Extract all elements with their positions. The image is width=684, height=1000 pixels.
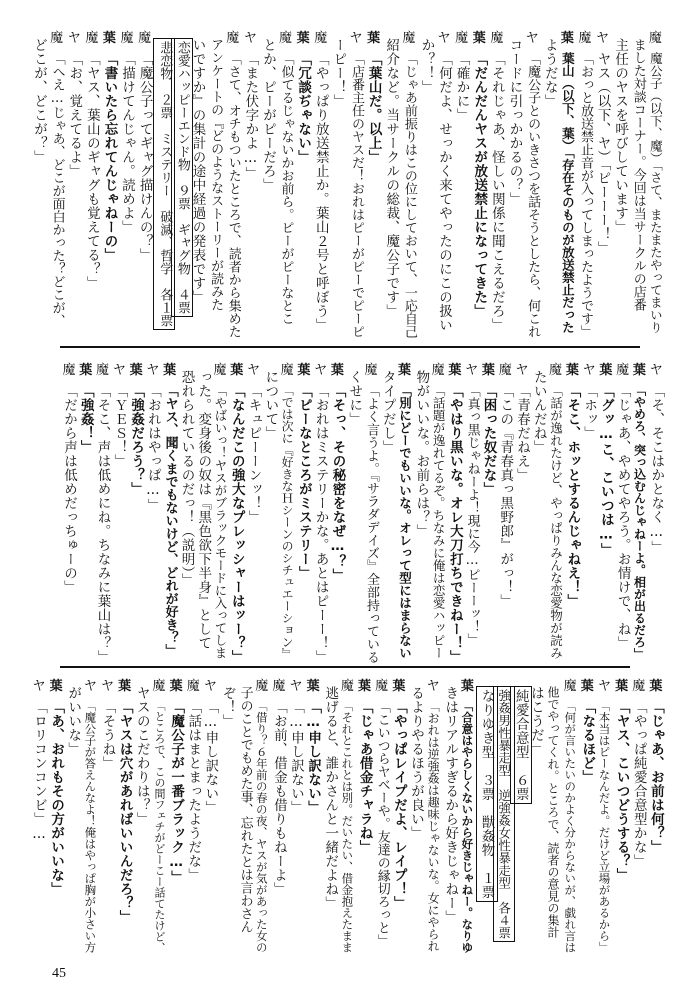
dialogue-text: 「ヤスは穴があればいいんだろ？」	[116, 700, 133, 924]
dialogue-line	[312, 364, 330, 664]
speaker-label: ヤ	[314, 363, 328, 378]
dialogue-line	[458, 680, 476, 960]
speaker-label: ヤ	[426, 679, 440, 694]
dialogue-text: 「こいつらヤベーや。友達の縁切ろっと」	[374, 700, 390, 947]
dialogue-text: 「やっぱレイプだよ、レイプ！」	[390, 700, 407, 910]
dialogue-line	[83, 32, 101, 342]
dialogue-text: 「魔公子とのいきさつを話そうとしたら、何これ	[525, 52, 541, 338]
dialogue-text: 「だから声は低めだっちゅーの」	[61, 384, 77, 594]
dialogue-text: 子のことでもめた事、忘れたとは言わさん	[237, 686, 253, 933]
dialogue-line	[629, 32, 647, 342]
dialogue-line	[270, 680, 288, 960]
speaker-label: 魔	[96, 363, 110, 378]
speaker-label: 葉	[481, 363, 495, 378]
dialogue-line	[630, 680, 648, 960]
dialogue-line	[561, 680, 579, 960]
dialogue-text: 「さて、オチもついたところで、読者から集めた	[225, 52, 241, 338]
speaker-label: 葉	[358, 679, 372, 694]
dialogue-line	[321, 680, 339, 960]
dialogue-text: 「店番主任のヤスだ！おれはピーがピーでピーピ	[349, 52, 364, 338]
speaker-label: 魔	[272, 679, 286, 694]
dialogue-line	[578, 680, 596, 960]
dialogue-text: 「だんだんヤスが放送禁止になってきた」	[471, 52, 488, 318]
dialogue-line	[547, 364, 565, 664]
speaker-label: 魔	[186, 679, 200, 694]
dialogue-line	[580, 364, 598, 664]
speaker-label: 魔	[340, 679, 354, 694]
dialogue-section-3	[0, 680, 684, 960]
speaker-label: ヤ	[525, 31, 539, 46]
dialogue-line	[144, 364, 162, 664]
dialogue-text: 「…申し訳ない」	[202, 700, 219, 815]
dialogue-line	[429, 364, 447, 664]
dialogue-line	[116, 680, 134, 960]
speaker-label: ヤ	[349, 31, 363, 46]
dialogue-text: くせに」	[346, 370, 363, 426]
speaker-label: 魔	[431, 363, 445, 378]
dialogue-line	[390, 680, 408, 960]
speaker-label: ヤ	[582, 363, 596, 378]
dialogue-text: 葉山（以下、葉）「存在そのものが放送禁止だった	[560, 52, 576, 334]
speaker-label: 魔	[648, 31, 662, 46]
speaker-label: 魔	[120, 31, 134, 46]
dialogue-line	[245, 364, 263, 664]
dialogue-text: とか、ピーがピーだろ」	[259, 38, 276, 192]
speaker-label: 葉	[448, 363, 462, 378]
dialogue-text: 「そこ、声は低めにね。ちなみに葉山は？」	[94, 384, 111, 664]
dialogue-line	[167, 680, 185, 960]
dialogue-line	[479, 364, 497, 664]
dialogue-text: 「それじゃあ、怪しい関係に聞こえるだろ」	[488, 52, 505, 332]
dialogue-line	[530, 364, 548, 664]
dialogue-line	[253, 680, 271, 960]
dialogue-text: 「よく言うよ。『サラダデイズ』全部持っている	[364, 384, 379, 664]
dialogue-text: いですか』の集計の途中経過の発表です」	[189, 38, 206, 304]
speaker-label: ヤ	[112, 363, 126, 378]
speaker-label: 魔	[578, 31, 592, 46]
speaker-label: ヤ	[247, 363, 261, 378]
dialogue-line	[94, 364, 112, 664]
dialogue-line	[136, 32, 154, 342]
dialogue-text: 「キュピーーンッ！」	[245, 384, 262, 524]
dialogue-line	[470, 32, 488, 342]
dialogue-text: どこが、どこが？」	[31, 38, 47, 164]
speaker-label: 葉	[330, 363, 344, 378]
speaker-label: 葉	[615, 679, 629, 694]
speaker-label: 魔	[255, 679, 269, 694]
dialogue-line	[647, 364, 665, 664]
dialogue-line	[356, 680, 374, 960]
dialogue-text: 物がいいな。お前らは？」	[413, 370, 430, 538]
speaker-label: ヤ	[596, 31, 610, 46]
dialogue-text: 「あ、おれもその方がいいな」	[48, 700, 65, 896]
dialogue-line	[329, 32, 347, 342]
dialogue-line	[407, 680, 425, 960]
dialogue-line	[110, 364, 128, 664]
dialogue-text: 「似てるじゃないかお前ら。ピーがピーなとこ	[278, 52, 294, 325]
dialogue-text: 「じゃあ借金チャラね」	[356, 700, 373, 854]
speaker-label: 葉	[306, 679, 320, 694]
speaker-label: 葉	[169, 679, 183, 694]
dialogue-line	[184, 680, 202, 960]
dialogue-line	[345, 364, 363, 664]
dialogue-text: 「やめろ、突っ込むんじゃねーよ。相が出るだろ」	[632, 384, 647, 660]
dialogue-text: ました対談コーナー。今回は当サークルの店番	[630, 38, 646, 311]
dialogue-line	[153, 32, 171, 342]
dialogue-line	[362, 364, 380, 664]
dialogue-line	[150, 680, 168, 960]
dialogue-line	[630, 364, 648, 664]
dialogue-text: がいいな」	[65, 686, 82, 756]
speaker-label: 葉	[118, 679, 132, 694]
dialogue-text: 「へえ…じゃあ、どこが面白かった？どこが、	[49, 52, 65, 327]
dialogue-line	[523, 32, 541, 342]
speaker-label: ヤ	[83, 679, 97, 694]
dialogue-line	[597, 364, 615, 664]
dialogue-text: 逃げると、誰かさんと一緒だよね」	[322, 686, 339, 910]
dialogue-text: 「では次に『好きなＨシーンのシチュエーション』	[280, 384, 295, 660]
dialogue-line	[513, 364, 531, 664]
speaker-label: 葉	[398, 363, 412, 378]
speaker-label: ヤ	[203, 679, 217, 694]
dialogue-text: 「魔公子が答えんなよ！俺はやっぱ胸が小さい方	[83, 700, 98, 953]
dialogue-text: 「じゃあ前振りはこの位にしておいて、一応自己	[401, 52, 417, 338]
dialogue-line	[379, 364, 397, 664]
dialogue-line	[312, 32, 330, 342]
dialogue-line	[396, 364, 414, 664]
dialogue-line	[441, 680, 459, 960]
speaker-label: 魔	[138, 31, 152, 46]
speaker-label: ヤ	[437, 31, 451, 46]
speaker-label: 魔	[62, 363, 76, 378]
speaker-label: 葉	[392, 679, 406, 694]
dialogue-line	[77, 364, 95, 664]
speaker-label: ヤ	[289, 679, 303, 694]
dialogue-line	[127, 364, 145, 664]
dialogue-text: 「お前、借金も借りもねーよ」	[270, 700, 287, 896]
dialogue-text: 「別にどーでもいいな。オレって型にはまらない	[397, 384, 413, 659]
dialogue-text: 「ヤス、葉山のギャグも覚えてる？」	[83, 52, 100, 290]
dialogue-line	[453, 32, 471, 342]
dialogue-text: 「おれは逆強姦は趣味じゃないな。女にやられ	[426, 700, 441, 952]
speaker-label: 魔	[563, 679, 577, 694]
dialogue-text: 「おっと放送禁止音が入ってしまったようです」	[577, 52, 593, 338]
dialogue-line	[382, 32, 400, 342]
dialogue-text: 「そ、そこはかとなく…」	[648, 384, 665, 555]
dialogue-line	[30, 680, 48, 960]
dialogue-text: タイプだし」	[379, 370, 396, 454]
speaker-label: 葉	[102, 31, 116, 46]
dialogue-text: 主任のヤスを呼びしています」	[612, 38, 629, 234]
dialogue-line	[304, 680, 322, 960]
dialogue-text: 「やっぱ純愛合意型かな」	[630, 700, 647, 868]
dialogue-text: 「葉山だ。以上」	[365, 52, 382, 164]
speaker-label: 魔	[279, 31, 293, 46]
dialogue-line	[278, 364, 296, 664]
dialogue-line	[295, 364, 313, 664]
speaker-label: 葉	[367, 31, 381, 46]
dialogue-line	[47, 680, 65, 960]
dialogue-text: 「…申し訳ない」	[305, 700, 322, 815]
dialogue-line	[488, 32, 506, 342]
dialogue-text: コードに引っかかるの？」	[506, 38, 523, 206]
dialogue-text: 紹介など。当サークルの総裁、魔公子です」	[383, 38, 400, 318]
dialogue-line	[576, 32, 594, 342]
dialogue-text: 「話題が逸れてるぞ。ちなみに俺は恋愛ハッピー	[431, 384, 447, 659]
dialogue-text: 「ＹＥＳ！」	[111, 384, 128, 468]
dialogue-text: きはリアルすぎるから好きじゃねー」	[442, 686, 459, 924]
dialogue-text: 「ピーなところがミステリー」	[295, 384, 312, 580]
dialogue-line	[446, 364, 464, 664]
speaker-label: 魔	[490, 31, 504, 46]
dialogue-text: ようだな」	[541, 38, 558, 108]
speaker-label: 魔	[213, 363, 227, 378]
dialogue-text: った。変身後の奴は『黒色欲下半身』として	[195, 370, 212, 650]
poll-result-box: 悲恋物 ２票 ミステリー 破滅、哲学 各１票	[153, 38, 175, 330]
dialogue-line	[365, 32, 383, 342]
dialogue-line	[412, 364, 430, 664]
page-number: 45	[52, 966, 66, 981]
dialogue-line	[48, 32, 66, 342]
dialogue-line	[611, 32, 629, 342]
dialogue-text: はこうだ」	[527, 686, 544, 756]
speaker-label: 葉	[580, 679, 594, 694]
dialogue-text: ぞ！」	[219, 686, 236, 728]
dialogue-line	[236, 680, 254, 960]
dialogue-text: アンケートの『どのようなストーリーが読みた	[208, 38, 224, 311]
dialogue-line	[594, 32, 612, 342]
dialogue-line	[287, 680, 305, 960]
dialogue-line	[201, 680, 219, 960]
dialogue-text: 「グッ…こ、こいつは…」	[597, 384, 614, 557]
dialogue-line	[435, 32, 453, 342]
section-divider-2	[60, 666, 630, 668]
speaker-label: 葉	[129, 363, 143, 378]
dialogue-text: 「魔公子ってギャグ描けんの？」	[136, 52, 153, 262]
speaker-label: 葉	[599, 363, 613, 378]
dialogue-line	[81, 680, 99, 960]
speaker-label: 魔	[50, 31, 64, 46]
dialogue-text: 「やっぱり放送禁止か。葉山２号と呼ぼう」	[312, 52, 329, 332]
dialogue-line	[224, 32, 242, 342]
dialogue-text: 「そこ、ホッとするんじゃねえ！」	[564, 384, 581, 608]
dialogue-line	[177, 364, 195, 664]
dialogue-line	[206, 32, 224, 342]
speaker-label: 魔	[152, 679, 166, 694]
dialogue-text: 「ところで、この間フェチがどーこー話てたけど、	[152, 700, 166, 953]
dialogue-line	[65, 32, 83, 342]
dialogue-line	[463, 364, 481, 664]
dialogue-line	[99, 680, 117, 960]
dialogue-line	[506, 32, 524, 342]
section-divider-1	[60, 346, 640, 348]
dialogue-text: 「やはり黒いな。オレ大刀打ちできねー！」	[446, 384, 463, 664]
dialogue-line	[30, 32, 48, 342]
dialogue-text: 「やばいっ！ヤスがブラックモードに入ってしま	[213, 384, 228, 659]
dialogue-text: 「ヤス、こいつどうする？」	[613, 700, 630, 882]
dialogue-text: 「合意はやらしくないから好きじゃねー。なりゆ	[460, 700, 475, 953]
dialogue-text: たいんだね」	[530, 370, 547, 454]
dialogue-text: 「なるほど」	[579, 700, 596, 784]
dialogue-text: 「ホッ」	[581, 384, 598, 440]
speaker-label: 魔	[549, 363, 563, 378]
speaker-label: 葉	[460, 679, 474, 694]
dialogue-text: か？！」	[418, 38, 435, 94]
dialogue-text: 「じゃあ、お前は何？」	[647, 700, 664, 854]
dialogue-line	[118, 32, 136, 342]
speaker-label: 魔	[455, 31, 469, 46]
speaker-label: 葉	[472, 31, 486, 46]
dialogue-text: 他でやってくれ。ところで、読者の意見の集計	[546, 686, 561, 938]
dialogue-line	[424, 680, 442, 960]
dialogue-text: 「話が逸れたけど、やっぱりみんな恋愛物が読み	[548, 384, 564, 659]
dialogue-text: 「話はまとまったようだな」	[185, 700, 202, 882]
dialogue-line	[595, 680, 613, 960]
dialogue-text: 「おれはやっぱ…」	[144, 384, 161, 513]
dialogue-text: 「本当はピーなんだよ。だけど立場があるから」	[597, 700, 612, 953]
speaker-label: 葉	[79, 363, 93, 378]
dialogue-text: 「魔公子が一番ブラック…」	[168, 700, 185, 885]
dialogue-text: ヤス（以下、ヤ）「ピーーー！」	[594, 52, 611, 256]
speaker-label: 魔	[85, 31, 99, 46]
dialogue-text: 「何だよ、せっかく来てやったのにこの扱い	[436, 52, 453, 332]
speaker-label: ヤ	[67, 31, 81, 46]
dialogue-text: 「何が言いたいのかよく分からないが、戯れ言は	[563, 700, 578, 953]
dialogue-text: 「お、覚えてるよ」	[66, 52, 83, 178]
speaker-label: ヤ	[32, 679, 46, 694]
speaker-label: 葉	[296, 31, 310, 46]
dialogue-line	[417, 32, 435, 342]
dialogue-text: 魔公子（以下、魔）「さて、またまたやってまいり	[648, 52, 664, 334]
speaker-label: 葉	[163, 363, 177, 378]
dialogue-line	[647, 680, 665, 960]
dialogue-text: 「ヤス、聞くまでもないけど、どれが好き？」	[162, 384, 178, 657]
speaker-label: ヤ	[243, 31, 257, 46]
speaker-label: 魔	[226, 31, 240, 46]
speaker-label: 魔	[280, 363, 294, 378]
speaker-label: ヤ	[465, 363, 479, 378]
dialogue-line	[218, 680, 236, 960]
dialogue-text: 「じゃあ、やめてやろう。お情けで、ね」	[614, 384, 631, 650]
dialogue-line	[261, 364, 279, 664]
dialogue-text: 「真っ黒じゃねーよ！現に今…ピーーッ！」	[464, 384, 480, 646]
speaker-label: 葉	[632, 363, 646, 378]
dialogue-line	[496, 364, 514, 664]
speaker-label: 葉	[560, 31, 574, 46]
dialogue-text: 「ロリコンコンビ」…	[31, 700, 47, 843]
speaker-label: 葉	[230, 363, 244, 378]
dialogue-text: 「強姦だろう？」	[128, 384, 145, 496]
dialogue-line	[161, 364, 179, 664]
dialogue-line	[400, 32, 418, 342]
speaker-label: ヤ	[146, 363, 160, 378]
dialogue-line	[64, 680, 82, 960]
dialogue-line	[294, 32, 312, 342]
dialogue-line	[328, 364, 346, 664]
dialogue-text: について」	[262, 370, 279, 440]
dialogue-line	[614, 364, 632, 664]
dialogue-line	[228, 364, 246, 664]
speaker-label: 魔	[314, 31, 328, 46]
dialogue-text: 「なんだこの強大なプレッシャーはッー？」	[228, 384, 245, 664]
dialogue-text: 「描けてんじゃん。読めよ」	[119, 52, 136, 234]
dialogue-text: 「青春だねえ」	[514, 384, 530, 482]
dialogue-line	[563, 364, 581, 664]
dialogue-text: 「確かに」	[453, 52, 470, 122]
speaker-label: 魔	[616, 363, 630, 378]
dialogue-line	[100, 32, 118, 342]
speaker-label: 魔	[364, 363, 378, 378]
dialogue-text: 「おれはミステリーかな。あとはピーー！」	[312, 384, 329, 664]
dialogue-line	[241, 32, 259, 342]
dialogue-line	[347, 32, 365, 342]
poll-result-box: なりゆき型 ３票 獣姦物 １票	[476, 686, 498, 902]
dialogue-text: 「強姦！」	[77, 384, 94, 454]
dialogue-text: 「困った奴だな」	[480, 384, 497, 496]
dialogue-text: 「また伏字かよ…」	[242, 52, 259, 181]
dialogue-section-2	[0, 364, 684, 664]
speaker-label: 葉	[49, 679, 63, 694]
dialogue-line	[259, 32, 277, 342]
dialogue-line	[277, 32, 295, 342]
dialogue-text: 恐れられているのだっ！（説明）」	[178, 370, 195, 588]
dialogue-line	[544, 680, 562, 960]
dialogue-line	[60, 364, 78, 664]
poll-result-box: 強姦男性暴走型 逆強姦女性暴走型 各４票	[493, 686, 515, 942]
speaker-label: ヤ	[101, 679, 115, 694]
speaker-label: ヤ	[597, 679, 611, 694]
dialogue-line	[373, 680, 391, 960]
dialogue-text: 「この『青春真っ黒野郎』がっ！」	[497, 384, 514, 608]
dialogue-text: ヤスのこだわりは？」	[133, 686, 150, 826]
dialogue-text: 「借り？６年前の春の夜、ヤスが気があった女の	[254, 700, 269, 953]
dialogue-line	[646, 32, 664, 342]
dialogue-line	[541, 32, 559, 342]
dialogue-section-1	[0, 32, 684, 342]
dialogue-text: 「冗談ぢゃない」	[295, 52, 312, 164]
poll-result-box: 恋愛ハッピーエンド物 ９票 ギャグ物 ４票	[171, 38, 193, 317]
dialogue-text: 「書いたら忘れてんじゃねーの」	[101, 52, 118, 262]
speaker-label: 葉	[565, 363, 579, 378]
dialogue-line	[338, 680, 356, 960]
dialogue-text: 「それとこれとは別。だいたい、借金抱えたまま	[340, 700, 355, 953]
speaker-label: ヤ	[515, 363, 529, 378]
dialogue-line	[194, 364, 212, 664]
speaker-label: ヤ	[649, 363, 663, 378]
speaker-label: 魔	[498, 363, 512, 378]
speaker-label: 魔	[632, 679, 646, 694]
speaker-label: 葉	[649, 679, 663, 694]
dialogue-text: 「そっ、その秘密をなぜ…？」	[329, 384, 346, 583]
dialogue-text: るよりやるほうが良い」	[407, 686, 424, 840]
dialogue-text: 「…申し訳ない」	[288, 700, 305, 815]
dialogue-line	[133, 680, 151, 960]
speaker-label: 葉	[297, 363, 311, 378]
poll-result-box: 純愛合意型 ６票	[510, 686, 532, 804]
dialogue-text: 「そうね」	[99, 700, 116, 770]
speaker-label: 魔	[375, 679, 389, 694]
dialogue-line	[211, 364, 229, 664]
dialogue-line	[613, 680, 631, 960]
dialogue-text: ーピー！」	[330, 38, 347, 108]
dialogue-line	[476, 680, 494, 960]
dialogue-line	[558, 32, 576, 342]
speaker-label: 魔	[402, 31, 416, 46]
